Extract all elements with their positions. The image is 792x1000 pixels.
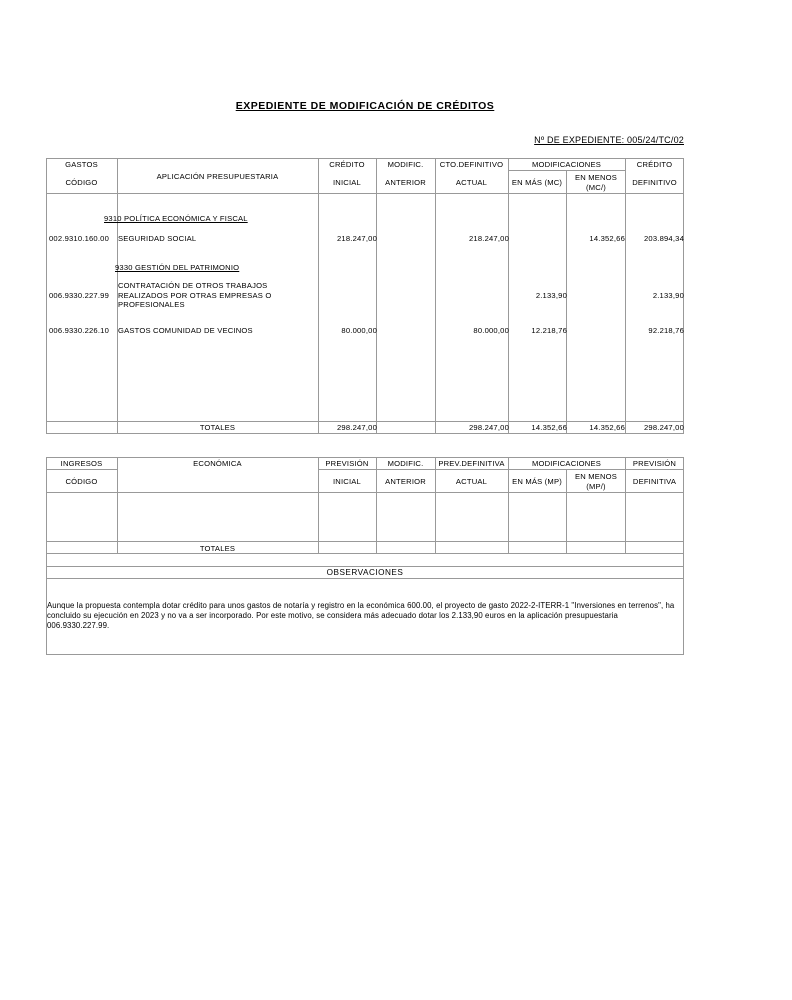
row-inicial: 80.000,00 [341,326,377,335]
header-prevision-definitiva: PREVISIÓN [632,459,677,468]
header-credito-definitivo: CRÉDITO [636,160,673,169]
header-anterior: ANTERIOR [385,178,426,187]
header-credito: CRÉDITO [329,160,365,169]
document-title: EXPEDIENTE DE MODIFICACIÓN DE CRÉDITOS [235,100,495,112]
row-en-mas: 2.133,90 [535,291,567,300]
expediente-number: Nº DE EXPEDIENTE: 005/24/TC/02 [534,135,684,145]
row-descripcion: GASTOS COMUNIDAD DE VECINOS [118,326,253,335]
header-economica: ECONÓMICA [193,459,242,468]
row-definitivo: 203.894,34 [643,234,684,243]
header-modificaciones: MODIFICACIONES [531,459,602,468]
row-en-mas: 12.218,76 [531,326,567,335]
header-prevision: PREVISIÓN [325,459,369,468]
row-codigo: 006.9330.226.10 [49,326,110,335]
totals-label: TOTALES [199,544,236,553]
row-en-menos: 14.352,66 [589,234,625,243]
header-modific: MODIFIC. [387,459,424,468]
header-inicial: INICIAL [333,178,361,187]
section-title-9310: 9310 POLÍTICA ECONÓMICA Y FISCAL [104,214,248,223]
header-en-mas: EN MÁS (MP) [512,477,562,486]
totals-en-mas: 14.352,66 [531,423,567,432]
header-actual: ACTUAL [455,178,488,187]
observaciones-text: Aunque la propuesta contempla dotar crédito para unos gastos de notaría y registro en la económica 600.00, el proyecto de gasto 2022-2-ITERR-1 "Inversiones en terrenos", ha concluido su ejecución en 2023 y no va a ser incorporado. Por este motivo, se considera más adecuado dotar los 2.133,90 euros en la aplicación presupuestaria 006.9330.227.99. [47,601,675,630]
header-anterior: ANTERIOR [385,477,426,486]
header-modific: MODIFIC. [387,160,424,169]
row-inicial: 218.247,00 [336,234,377,243]
header-prev-definitiva: PREV.DEFINITIVA [438,459,505,468]
totals-definitivo: 298.247,00 [643,423,684,432]
totals-label: TOTALES [199,423,236,432]
header-ingresos: INGRESOS [60,459,103,468]
row-descripcion: CONTRATACIÓN DE OTROS TRABAJOS REALIZADOS POR OTRAS EMPRESAS O PROFESIONALES [118,281,272,309]
row-actual: 80.000,00 [473,326,509,335]
observaciones-label: OBSERVACIONES [326,568,404,577]
row-actual: 218.247,00 [468,234,509,243]
header-definitivo: DEFINITIVO [632,178,677,187]
row-codigo: 002.9310.160.00 [49,234,110,243]
header-en-mas: EN MÁS (MC) [511,178,563,187]
row-descripcion: SEGURIDAD SOCIAL [118,234,197,243]
row-codigo: 006.9330.227.99 [49,291,110,300]
header-aplicacion: APLICACIÓN PRESUPUESTARIA [156,172,279,181]
row-definitivo: 92.218,76 [648,326,684,335]
header-codigo: CÓDIGO [65,178,98,187]
header-definitiva: DEFINITIVA [632,477,677,486]
header-modificaciones: MODIFICACIONES [531,160,602,169]
totals-inicial: 298.247,00 [336,423,377,432]
totals-actual: 298.247,00 [468,423,509,432]
header-en-menos: EN MENOS (MP/) [574,472,618,491]
header-inicial: INICIAL [333,477,361,486]
header-cto-definitivo: CTO.DEFINITIVO [439,160,504,169]
header-actual: ACTUAL [455,477,488,486]
totals-en-menos: 14.352,66 [589,423,625,432]
section-title-9330: 9330 GESTIÓN DEL PATRIMONIO [115,263,240,272]
row-definitivo: 2.133,90 [652,291,684,300]
header-gastos: GASTOS [65,160,98,169]
header-en-menos: EN MENOS (MC/) [574,173,618,192]
header-codigo: CÓDIGO [65,477,98,486]
